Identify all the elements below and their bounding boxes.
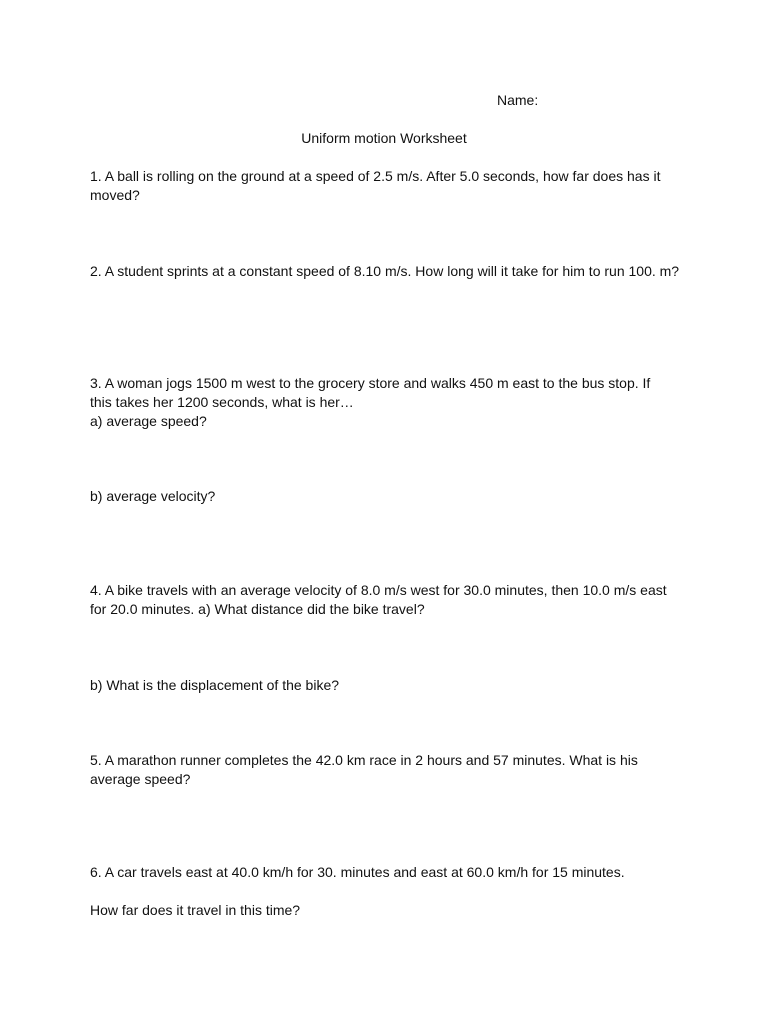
- question-4: 4. A bike travels with an average velocity of 8.0 m/s west for 30.0 minutes, then 10.0 m/s east for 20.0 minutes. a) What distance did the bike travel?: [90, 582, 667, 617]
- question-6: 6. A car travels east at 40.0 km/h for 30. minutes and east at 60.0 km/h for 15 minutes.: [90, 864, 625, 880]
- question-1: 1. A ball is rolling on the ground at a speed of 2.5 m/s. After 5.0 seconds, how far does has it moved?: [90, 168, 661, 203]
- question-3: 3. A woman jogs 1500 m west to the grocery store and walks 450 m east to the bus stop. If this takes her 1200 seconds, what is her…: [90, 375, 651, 410]
- question-6-followup: How far does it travel in this time?: [90, 902, 301, 918]
- name-label: Name:: [497, 92, 539, 108]
- worksheet-title: Uniform motion Worksheet: [301, 130, 467, 146]
- question-3-part-a: a) average speed?: [90, 413, 207, 429]
- question-5: 5. A marathon runner completes the 42.0 km race in 2 hours and 57 minutes. What is his average speed?: [90, 752, 638, 787]
- question-3-part-b: b) average velocity?: [90, 488, 216, 504]
- question-4-part-b: b) What is the displacement of the bike?: [90, 677, 340, 693]
- question-2: 2. A student sprints at a constant speed of 8.10 m/s. How long will it take for him to run 100. m?: [90, 263, 680, 279]
